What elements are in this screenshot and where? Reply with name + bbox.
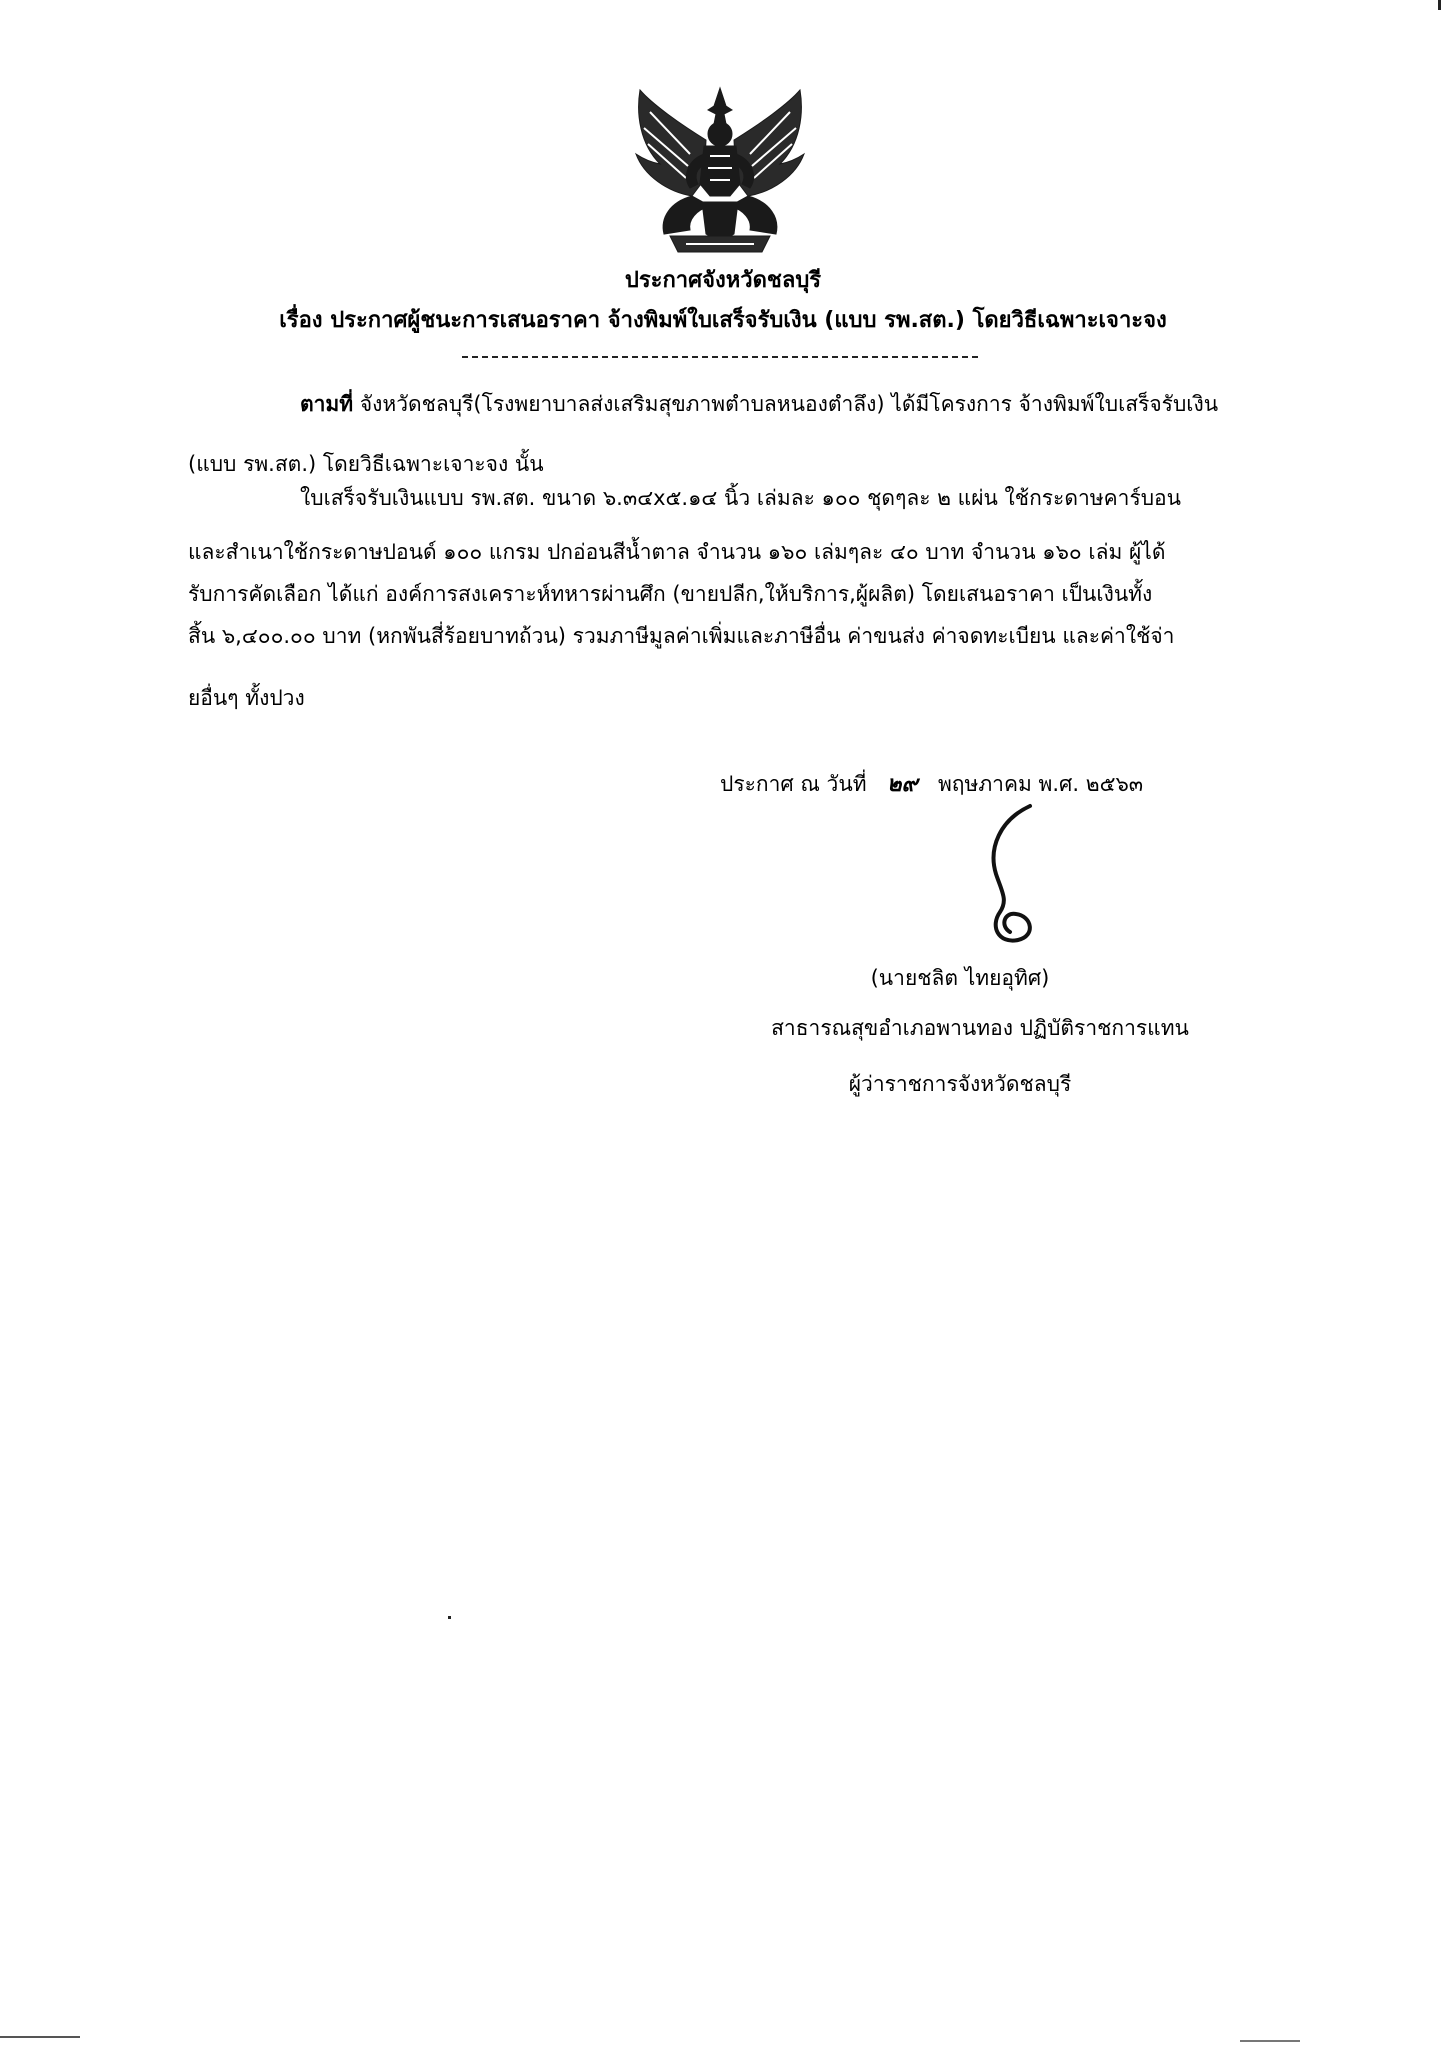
- paragraph-2-line-4: สิ้น ๖,๔๐๐.๐๐ บาท (หกพันสี่ร้อยบาทถ้วน) รวมภาษีมูลค่าเพิ่มและภาษีอื่น ค่าขนส่ง ค่าจดทะเบียน และค่าใช้จ่า: [188, 624, 1175, 648]
- paragraph-2-line-3: รับการคัดเลือก ได้แก่ องค์การสงเคราะห์ทหารผ่านศึก (ขายปลีก,ให้บริการ,ผู้ผลิต) โดยเสนอราคา เป็นเงินทั้ง: [188, 582, 1153, 606]
- paragraph-2-line-5: ยอื่นๆ ทั้งปวง: [188, 686, 305, 710]
- heading-divider: [462, 356, 978, 358]
- paragraph-1-text: จังหวัดชลบุรี(โรงพยาบาลส่งเสริมสุขภาพตำบลหนองตำลึง) ได้มีโครงการ จ้างพิมพ์ใบเสร็จรับเงิน: [359, 392, 1219, 416]
- document-subject: เรื่อง ประกาศผู้ชนะการเสนอราคา จ้างพิมพ์ใบเสร็จรับเงิน (แบบ รพ.สต.) โดยวิธีเฉพาะเจาะจง: [279, 308, 1167, 333]
- signatory-name: (นายชลิต ไทยอุทิศ): [870, 966, 1050, 990]
- scan-edge-mark: [0, 2036, 80, 2038]
- paragraph-2-line-2: และสำเนาใช้กระดาษปอนด์ ๑๐๐ แกรม ปกอ่อนสีน้ำตาล จำนวน ๑๖๐ เล่มๆละ ๔๐ บาท จำนวน ๑๖๐ เล่ม ผู้ได้: [188, 540, 1166, 564]
- date-prefix: ประกาศ ณ วันที่: [720, 772, 867, 796]
- signatory-on-behalf-of: ผู้ว่าราชการจังหวัดชลบุรี: [848, 1072, 1072, 1096]
- paragraph-lead: ตามที่: [300, 392, 354, 416]
- paragraph-1-line-2: (แบบ รพ.สต.) โดยวิธีเฉพาะเจาะจง นั้น: [188, 452, 544, 476]
- handwritten-signature: [960, 800, 1050, 950]
- scan-edge-mark: [1438, 0, 1441, 10]
- date-day-handwritten: ๒๙: [886, 771, 918, 797]
- garuda-emblem-icon: [630, 84, 810, 260]
- paragraph-1-line-1: [300, 388, 1218, 420]
- scan-edge-mark: [1240, 2040, 1300, 2042]
- signatory-position: สาธารณสุขอำเภอพานทอง ปฏิบัติราชการแทน: [771, 1016, 1189, 1040]
- document-heading: ประกาศจังหวัดชลบุรี: [624, 268, 822, 293]
- scan-speck: [448, 1616, 451, 1619]
- paragraph-2-line-1: ใบเสร็จรับเงินแบบ รพ.สต. ขนาด ๖.๓๔x๕.๑๔ นิ้ว เล่มละ ๑๐๐ ชุดๆละ ๒ แผ่น ใช้กระดาษคาร์บอน: [300, 486, 1182, 510]
- date-month-year: พฤษภาคม พ.ศ. ๒๕๖๓: [937, 772, 1144, 796]
- announcement-date: [720, 766, 1143, 801]
